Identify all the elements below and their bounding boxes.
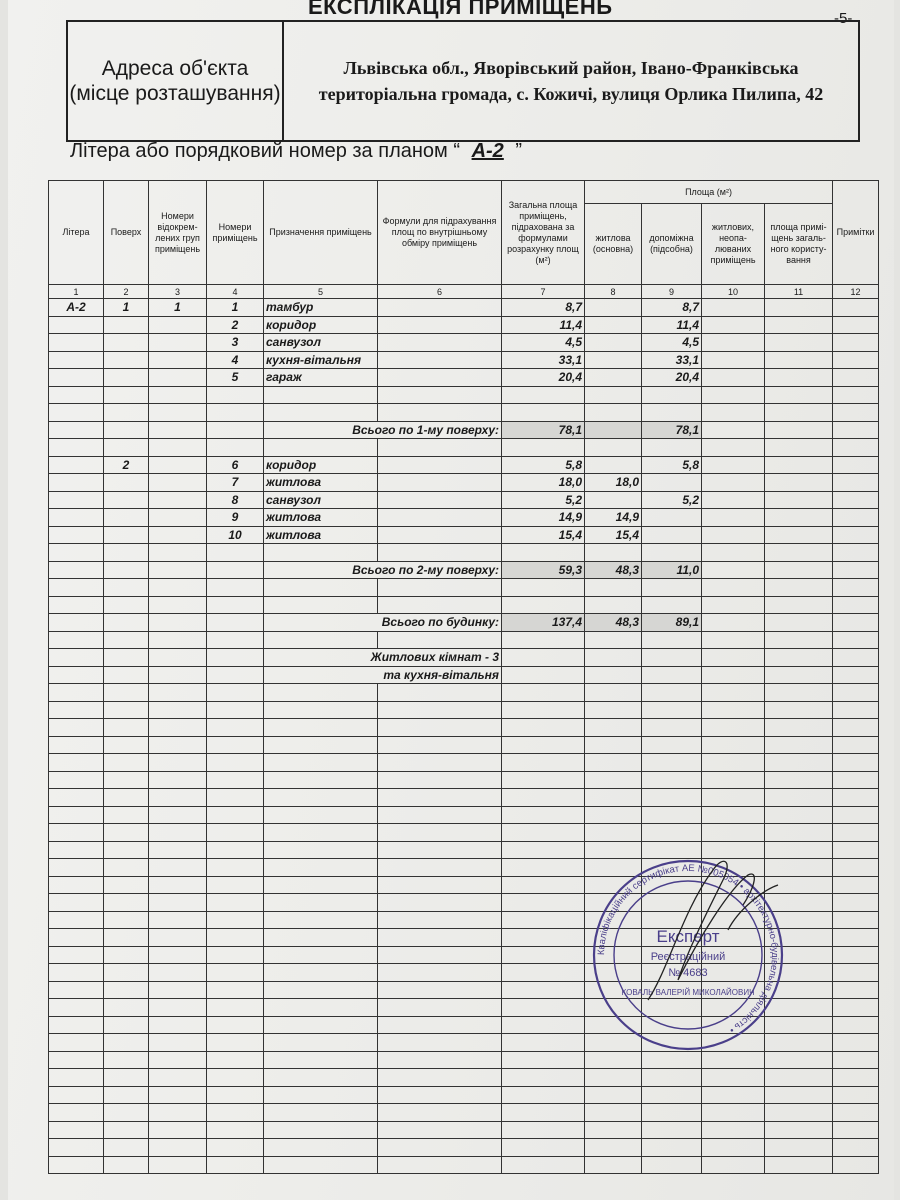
cell-aux: 5,8 [642,456,702,474]
cell-room: 3 [207,334,264,352]
header-common-use: площа примі-щень загаль-ного користу-вання [765,204,833,285]
column-number: 12 [833,285,879,299]
subtotal-label: Всього по 2-му поверху: [264,561,502,579]
cell-aux [642,526,702,544]
empty-row [49,824,879,842]
stamp-reg-text: Реєстраційний [650,951,726,963]
cell-living: 14,9 [585,509,642,527]
table-row [49,351,879,369]
table-row [49,456,879,474]
column-number: 5 [264,285,378,299]
column-number: 6 [378,285,502,299]
page-number: -5- [834,10,853,27]
cell-purpose: гараж [264,369,378,387]
empty-row [49,1069,879,1087]
subtotal-living [585,421,642,439]
subtotal-label: Всього по 1-му поверху: [264,421,502,439]
column-number: 2 [104,285,149,299]
cell-aux: 11,4 [642,316,702,334]
subtotal-row-floor2 [49,561,879,579]
cell-purpose: санвузол [264,334,378,352]
column-number: 4 [207,285,264,299]
address-line1: Львівська обл., Яворівський район, Івано-Франківська [343,58,799,78]
header-notes: Примітки [833,181,879,285]
total-label: Всього по будинку: [264,614,502,632]
cell-floor: 2 [104,456,149,474]
header-litera: Літера [49,181,104,285]
cell-total: 11,4 [502,316,585,334]
cell-room: 2 [207,316,264,334]
table-row [49,316,879,334]
stamp-reg-no: № 4683 [668,967,708,979]
subtotal-aux: 78,1 [642,421,702,439]
summary-line1: Житлових кімнат - 3 [264,649,502,667]
cell-total: 18,0 [502,474,585,492]
letter-line [70,140,522,163]
header-groups: Номери відокрем-лених груп приміщень [149,181,207,285]
empty-row [49,806,879,824]
cell-living: 18,0 [585,474,642,492]
cell-aux: 8,7 [642,299,702,317]
subtotal-living: 48,3 [585,561,642,579]
column-number-row [49,285,879,299]
subtotal-aux: 11,0 [642,561,702,579]
letter-value: А-2 [471,140,504,162]
table-row [49,334,879,352]
empty-row [49,789,879,807]
address-box [66,20,860,142]
header-area-group: Площа (м²) [585,181,833,204]
header-total-area: Загальна площа приміщень, підрахована за формулами розрахунку площ (м²) [502,181,585,285]
cell-aux: 5,2 [642,491,702,509]
cell-total: 15,4 [502,526,585,544]
table-row [49,369,879,387]
cell-living [585,299,642,317]
cell-total: 5,8 [502,456,585,474]
cell-purpose: санвузол [264,491,378,509]
table-row [49,474,879,492]
cell-living [585,316,642,334]
cell-litera: А-2 [49,299,104,317]
cell-purpose: житлова [264,474,378,492]
cell-room: 8 [207,491,264,509]
cell-floor: 1 [104,299,149,317]
stamp-center-text: Експерт [656,927,720,946]
cell-room: 5 [207,369,264,387]
table-row [49,526,879,544]
cell-total: 14,9 [502,509,585,527]
cell-purpose: житлова [264,509,378,527]
cell-total: 33,1 [502,351,585,369]
column-number: 9 [642,285,702,299]
cell-living [585,351,642,369]
cell-aux: 20,4 [642,369,702,387]
summary-line2: та кухня-вітальня [264,666,502,684]
letter-close-quote: ” [515,140,523,162]
table-row [49,491,879,509]
address-label-line2: (місце розташування) [69,82,281,105]
empty-row [49,754,879,772]
address-label-line1: Адреса об'єкта [101,57,249,80]
column-number: 10 [702,285,765,299]
cell-living [585,491,642,509]
empty-row [49,1156,879,1174]
header-purpose: Призначення приміщень [264,181,378,285]
cell-living [585,334,642,352]
cell-living [585,369,642,387]
summary-row-2 [49,666,879,684]
cell-aux: 4,5 [642,334,702,352]
cell-purpose: кухня-вітальня [264,351,378,369]
address-label [68,22,284,140]
cell-room: 7 [207,474,264,492]
empty-row [49,736,879,754]
empty-row [49,1121,879,1139]
cell-room: 10 [207,526,264,544]
document-sheet [8,0,894,1200]
cell-purpose: житлова [264,526,378,544]
header-living: житлова (основна) [585,204,642,285]
empty-row [49,719,879,737]
total-row-building [49,614,879,632]
empty-row [49,701,879,719]
column-number: 3 [149,285,207,299]
empty-row [49,771,879,789]
table-row [49,509,879,527]
document-title: ЕКСПЛІКАЦІЯ ПРИМІЩЕНЬ [308,0,613,19]
total-aux: 89,1 [642,614,702,632]
official-stamp [588,850,788,1060]
cell-total: 20,4 [502,369,585,387]
subtotal-row-floor1 [49,421,879,439]
stamp-ring-text: Кваліфікаційний сертифікат АЕ №005054 • архітектурно-будівельна діяльність • [595,862,781,1036]
cell-aux [642,509,702,527]
total-total: 137,4 [502,614,585,632]
empty-row [49,1086,879,1104]
cell-room: 9 [207,509,264,527]
cell-purpose: тамбур [264,299,378,317]
empty-row [49,1104,879,1122]
header-non-residential: житлових, неопа-люваних приміщень [702,204,765,285]
cell-aux [642,474,702,492]
cell-room: 1 [207,299,264,317]
cell-total: 8,7 [502,299,585,317]
header-floor: Поверх [104,181,149,285]
cell-total: 4,5 [502,334,585,352]
cell-aux: 33,1 [642,351,702,369]
table-row [49,299,879,317]
letter-open-quote: “ [453,140,461,162]
letter-label: Літера або порядковий номер за планом [70,140,448,162]
cell-purpose: коридор [264,456,378,474]
total-living: 48,3 [585,614,642,632]
subtotal-total: 59,3 [502,561,585,579]
cell-group: 1 [149,299,207,317]
cell-living [585,456,642,474]
cell-purpose: коридор [264,316,378,334]
header-auxiliary: допоміжна (підсобна) [642,204,702,285]
header-room-no: Номери приміщень [207,181,264,285]
empty-row [49,1139,879,1157]
subtotal-total: 78,1 [502,421,585,439]
column-number: 1 [49,285,104,299]
header-formulas: Формули для підрахування площ по внутрішньому обміру приміщень [378,181,502,285]
cell-living: 15,4 [585,526,642,544]
address-line2: територіальна громада, с. Кожичі, вулиця Орлика Пилипа, 42 [318,84,824,104]
stamp-name-text: КОВАЛЬ ВАЛЕРІЙ МИКОЛАЙОВИЧ [621,988,755,997]
empty-row [49,684,879,702]
column-number: 11 [765,285,833,299]
column-number: 7 [502,285,585,299]
column-number: 8 [585,285,642,299]
address-value [284,22,858,140]
cell-room: 4 [207,351,264,369]
cell-room: 6 [207,456,264,474]
cell-total: 5,2 [502,491,585,509]
summary-row-1 [49,649,879,667]
